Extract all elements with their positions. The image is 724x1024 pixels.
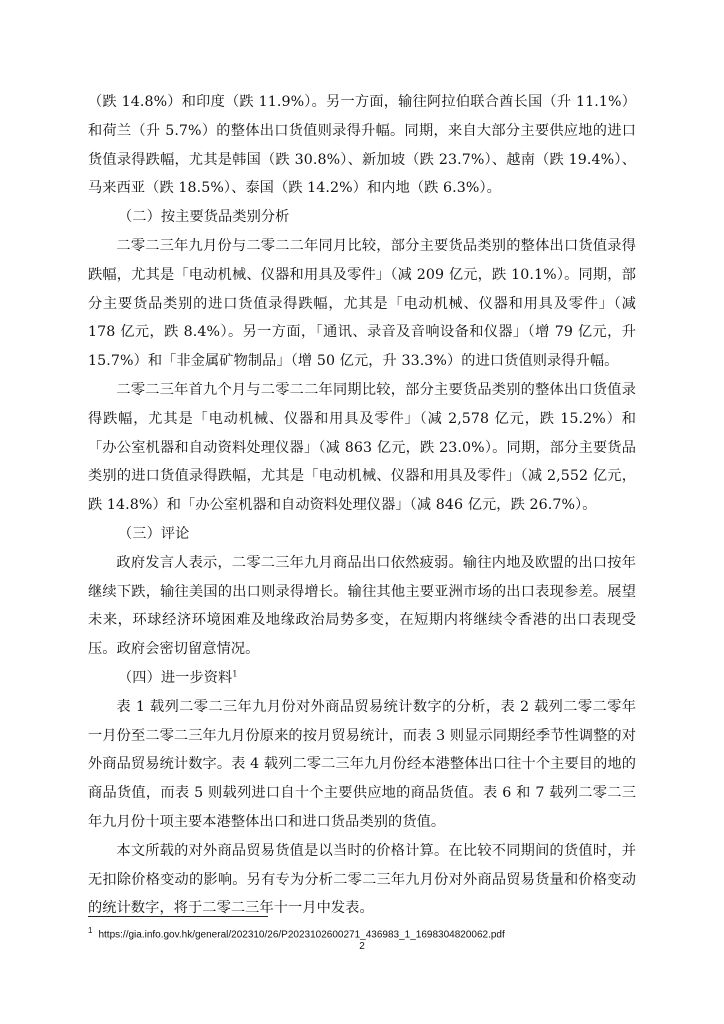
footnote xyxy=(88,924,648,942)
footnote-reference[interactable]: 1 xyxy=(232,669,238,679)
paragraph-first-nine-months-goods: 二零二三年首九个月与二零二二年同期比较，部分主要货品类别的整体出口货值录得跌幅，尤其是「电动机械、仪器和用具及零件」（减 2,578 亿元，跌 15.2%）和「办公室机器和自动资料处理仪器」（减 863 亿元，跌 23.0%）。同期，部分主要货品类别的进口货值录得跌幅，尤其是「电动机械、仪器和用具及零件」（减 2,552 亿元，跌 14.8%）和「办公室机器和自动资料处理仪器」（减 846 亿元，跌 26.7%）。 xyxy=(88,381,636,514)
paragraph-price-basis: 本文所载的对外商品贸易货值是以当时的价格计算。在比较不同期间的货值时，并无扣除价格变动的影响。另有专为分析二零二三年九月份对外商品贸易货量和价格变动的统计数字，将于二零二三年十一月中发表。 xyxy=(88,842,636,917)
body-text xyxy=(88,88,636,923)
paragraph-tables: 表 1 载列二零二三年九月份对外商品贸易统计数字的分析，表 2 载列二零二零年一月份至二零二三年九月份原来的按月贸易统计，而表 3 则显示同期经季节性调整的对外商品贸易统计数字。表 4 载列二零二三年九月份经本港整体出口往十个主要目的地的商品货值，而表 5 则载列进口自十个主要供应地的商品货值。表 6 和 7 载列二零二三年九月份十项主要本港整体出口和进口货品类别的货值。 xyxy=(88,698,636,830)
paragraph-continued: （跌 14.8%）和印度（跌 11.9%）。另一方面，输往阿拉伯联合酋长国（升 11.1%）和荷兰（升 5.7%）的整体出口货值则录得升幅。同期，来自大部分主要供应地的进口货值录得跌幅，尤其是韩国（跌 30.8%）、新加坡（跌 23.7%）、越南（跌 19.4%）、马来西亚（跌 18.5%）、泰国（跌 14.2%）和内地（跌 6.3%）。 xyxy=(88,94,636,197)
section-heading-goods-analysis: （二）按主要货品类别分析 xyxy=(118,209,290,226)
page-number: 2 xyxy=(359,941,365,952)
paragraph-commentary: 政府发言人表示，二零二三年九月商品出口依然疲弱。输往内地及欧盟的出口按年继续下跌，输往美国的出口则录得增长。输往其他主要亚洲市场的出口表现参差。展望未来，环球经济环境困难及地缘政治局势多变，在短期内将继续令香港的出口表现受压。政府会密切留意情况。 xyxy=(88,554,636,658)
footnote-divider xyxy=(88,916,268,917)
section-heading-commentary xyxy=(88,520,636,549)
section-heading-further-info xyxy=(88,664,636,693)
paragraph-september-goods: 二零二三年九月份与二零二二年同月比较，部分主要货品类别的整体出口货值录得跌幅，尤其是「电动机械、仪器和用具及零件」（减 209 亿元，跌 10.1%）。同期，部分主要货品类别的进口货值录得跌幅，尤其是「电动机械、仪器和用具及零件」（减 178 亿元，跌 8.4%）。另一方面，「通讯、录音及音响设备和仪器」（增 79 亿元，升 15.7%）和「非金属矿物制品」（增 50 亿元，升 33.3%）的进口货值则录得升幅。 xyxy=(88,237,636,370)
section-heading-commentary-text: （三）评论 xyxy=(118,525,190,542)
footnote-marker: 1 xyxy=(88,926,93,935)
section-heading-further-info-text: （四）进一步资料 xyxy=(118,669,233,686)
footnote-link[interactable]: https://gia.info.gov.hk/general/202310/26/P2023102600271_436983_1_1698304820062.pdf xyxy=(98,929,505,941)
